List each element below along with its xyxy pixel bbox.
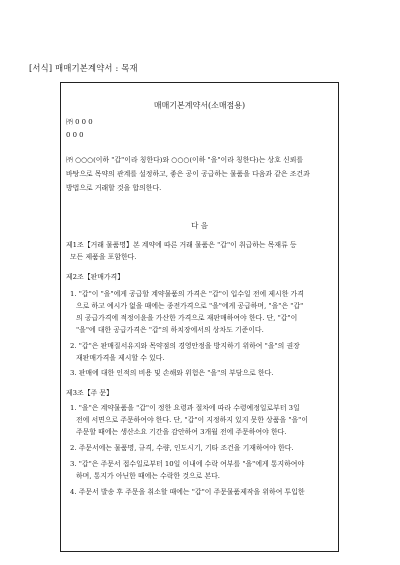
article-2-title: 제2조【판매가격】 — [66, 273, 125, 281]
article-3-title: 제3조【주 문】 — [66, 389, 113, 397]
article-2-line: 으로 하고 예시가 없을 때에는 종전가격으로 "을"에게 공급하며, "을"은 "갑" — [76, 302, 304, 310]
article-1-line: 모든 제품을 포함한다. — [70, 253, 137, 261]
contract-document — [60, 82, 339, 552]
article-2-line: 의 공급가격에 적정이윤을 가산한 가격으로 재판매하여야 한다. 단, "갑"이 — [76, 314, 298, 322]
preamble-line: 바탕으로 목약의 관계를 설정하고, 좋은 공이 공급하는 물품을 다음과 같은 조건과 — [66, 170, 310, 178]
article-1-line: 제1조【거래 물품명】본 계약에 따른 거래 물품은 "갑"이 취급하는 목재류 등 — [66, 241, 297, 249]
article-2-line: 3. 판매에 대한 인적의 비용 및 손해와 위험은 "을"의 부담으로 한다. — [70, 369, 274, 377]
article-2-line: 2. "갑"은 판매질서유지와 목약점의 경영안정을 방지하기 위하여 "을"의 권장 — [70, 342, 300, 350]
article-2-line: 1. "갑"이 "을"에게 공급할 계약물품의 가격은 "갑"이 입수일 전에 제시한 가격 — [70, 290, 304, 298]
preamble-line: ㈜ ○○○(이하 "갑"이라 칭한다)와 ○○○(이하 "을"이라 칭한다)는 상호 신뢰를 — [66, 156, 304, 164]
article-2-line: "을"에 대한 공급가격은 "갑"의 하치장에서의 상차도 기준이다. — [76, 326, 264, 334]
form-label: [서식] 매매기본계약서 : 목재 — [29, 63, 138, 73]
document-title: 매매기본계약서(소매점용) — [153, 101, 246, 110]
section-heading: 다 음 — [191, 221, 208, 230]
article-3-line: 4. 주문서 발송 후 주문을 취소할 때에는 "갑"이 주문물품제작을 위하여 투입한 — [70, 488, 305, 496]
article-3-line: 전에 서면으로 주문하여야 한다. 단, "갑"이 지정하지 있지 못한 상품을 "을"이 — [76, 416, 308, 424]
article-3-line: 주문할 때에는 생산소요 기간을 감안하여 3개월 전에 주문하여야 한다. — [76, 428, 287, 436]
article-3-line: 하며, 통지가 아닌한 때에는 수락한 것으로 본다. — [76, 472, 220, 480]
article-3-line: 1. "을"은 계약물품을 "갑"이 정한 요령과 절차에 따라 수령예정일로부터 3일 — [70, 404, 300, 412]
article-3-line: 2. 주문서에는 물품명, 규격, 수량, 인도시기, 기타 조건을 기재하여야 한다. — [70, 444, 294, 452]
party-line: ㈜ 0 0 0 — [66, 118, 93, 126]
party-line: 0 0 0 — [66, 131, 84, 139]
article-3-line: 3. "갑"은 주문서 접수일로부터 10일 이내에 수락 여부를 "을"에게 통지하여야 — [70, 460, 305, 468]
preamble-line: 방법으로 거래할 것을 합의한다. — [66, 184, 162, 192]
article-2-line: 재판매가격을 제시할 수 있다. — [76, 354, 165, 362]
